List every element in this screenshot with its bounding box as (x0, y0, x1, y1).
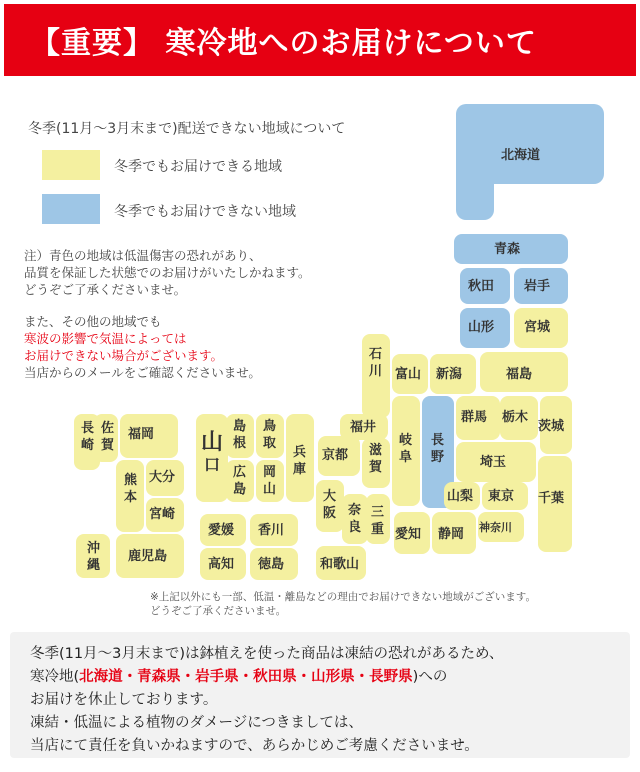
label-toyama: 富山 (395, 367, 422, 382)
map-footnote-line: どうぞご了承くださいませ。 (150, 605, 287, 617)
label-tokushima: 徳島 (258, 557, 285, 572)
label-shiga: 滋賀 (368, 443, 382, 475)
map-footnote (150, 590, 536, 618)
label-kanagawa: 神奈川 (479, 521, 512, 534)
page-title: 【重要】 寒冷地へのお届けについて (30, 26, 537, 61)
legend-swatch-deliverable (42, 150, 100, 180)
legend-swatch-not-deliverable (42, 194, 100, 224)
map-footnote-line: ※上記以外にも一部、低温・離島などの理由でお届けできない地域がございます。 (150, 591, 536, 603)
note-line-warning: お届けできない場合がございます。 (24, 348, 224, 363)
label-wakayama: 和歌山 (320, 557, 360, 572)
label-ishikawa: 石川 (368, 347, 382, 379)
label-niigata: 新潟 (436, 367, 463, 382)
notice-panel (4, 4, 636, 764)
bottom-line: 冬季(11月～3月末まで)は鉢植えを使った商品は凍結の恐れがあるため、 (30, 646, 504, 662)
label-miyazaki: 宮崎 (149, 507, 176, 522)
label-yamaguchi-2: 口 (203, 455, 220, 474)
label-kagawa: 香川 (258, 523, 285, 538)
label-gunma: 群馬 (461, 410, 488, 425)
label-shizuoka: 静岡 (438, 527, 465, 542)
label-aichi: 愛知 (395, 527, 422, 542)
label-ibaraki: 茨城 (538, 419, 565, 434)
label-hokkaido: 北海道 (501, 148, 541, 163)
bottom-line: 凍結・低温による植物のダメージにつきましては、 (30, 715, 363, 731)
label-osaka: 大阪 (322, 489, 336, 521)
label-mie: 三重 (370, 505, 384, 537)
label-fukuoka: 福岡 (128, 427, 155, 442)
label-oita: 大分 (149, 470, 176, 485)
label-aomori: 青森 (494, 242, 521, 257)
bottom-line: 当店にて責任を負いかねますので、あらかじめご考慮くださいませ。 (30, 738, 479, 754)
label-nagasaki: 長崎 (80, 421, 94, 453)
note-line: 注）青色の地域は低温傷害の恐れがあり、 (24, 248, 262, 263)
header-banner (4, 4, 636, 76)
label-nara: 奈良 (347, 503, 361, 535)
bottom-line-prefix: 寒冷地( (30, 669, 80, 685)
bottom-line-regions: 北海道・青森県・岩手県・秋田県・山形県・長野県 (79, 669, 413, 685)
note-line: 当店からのメールをご確認くださいませ。 (24, 365, 261, 380)
label-hyogo: 兵庫 (292, 445, 306, 477)
region-hokkaido (456, 104, 604, 184)
label-miyagi: 宮城 (524, 320, 551, 335)
label-tokyo: 東京 (488, 489, 515, 504)
label-okayama: 岡山 (262, 465, 276, 497)
label-kyoto: 京都 (322, 448, 349, 463)
label-gifu: 岐阜 (398, 433, 412, 465)
note-line: どうぞご了承くださいませ。 (24, 282, 187, 297)
label-kochi: 高知 (208, 557, 235, 572)
label-iwate: 岩手 (524, 279, 551, 294)
label-yamaguchi-1: 山 (200, 430, 223, 455)
bottom-line-suffix: )への (412, 669, 448, 685)
label-kumamoto: 熊本 (123, 473, 137, 505)
note-line: また、その他の地域でも (24, 314, 162, 329)
label-chiba: 千葉 (538, 491, 565, 506)
region-hokkaido (456, 174, 494, 220)
label-saga: 佐賀 (100, 421, 114, 453)
label-fukushima: 福島 (506, 367, 533, 382)
label-hiroshima: 広島 (232, 465, 246, 497)
label-okinawa: 沖縄 (86, 541, 100, 573)
label-nagano: 長野 (430, 433, 444, 465)
label-yamagata: 山形 (468, 320, 495, 335)
label-akita: 秋田 (468, 279, 495, 294)
bottom-notice (10, 632, 630, 758)
label-saitama: 埼玉 (480, 455, 507, 470)
bottom-line: お届けを休止しております。 (30, 692, 218, 708)
section-title: 冬季(11月～3月末まで)配送できない地域について (28, 121, 346, 137)
bottom-line (30, 665, 447, 686)
label-kagoshima: 鹿児島 (128, 549, 168, 564)
legend-label-not-deliverable: 冬季でもお届けできない地域 (114, 204, 296, 220)
label-tochigi: 栃木 (502, 410, 529, 425)
label-tottori: 鳥取 (262, 419, 276, 451)
label-fukui: 福井 (350, 420, 377, 435)
label-ehime: 愛媛 (208, 523, 235, 538)
legend-label-deliverable: 冬季でもお届けできる地域 (114, 159, 282, 175)
note-line-warning: 寒波の影響で気温によっては (24, 331, 187, 346)
label-shimane: 島根 (232, 419, 246, 451)
label-yamanashi: 山梨 (447, 489, 474, 504)
note-line: 品質を保証した状態でのお届けがいたしかねます。 (24, 265, 311, 280)
